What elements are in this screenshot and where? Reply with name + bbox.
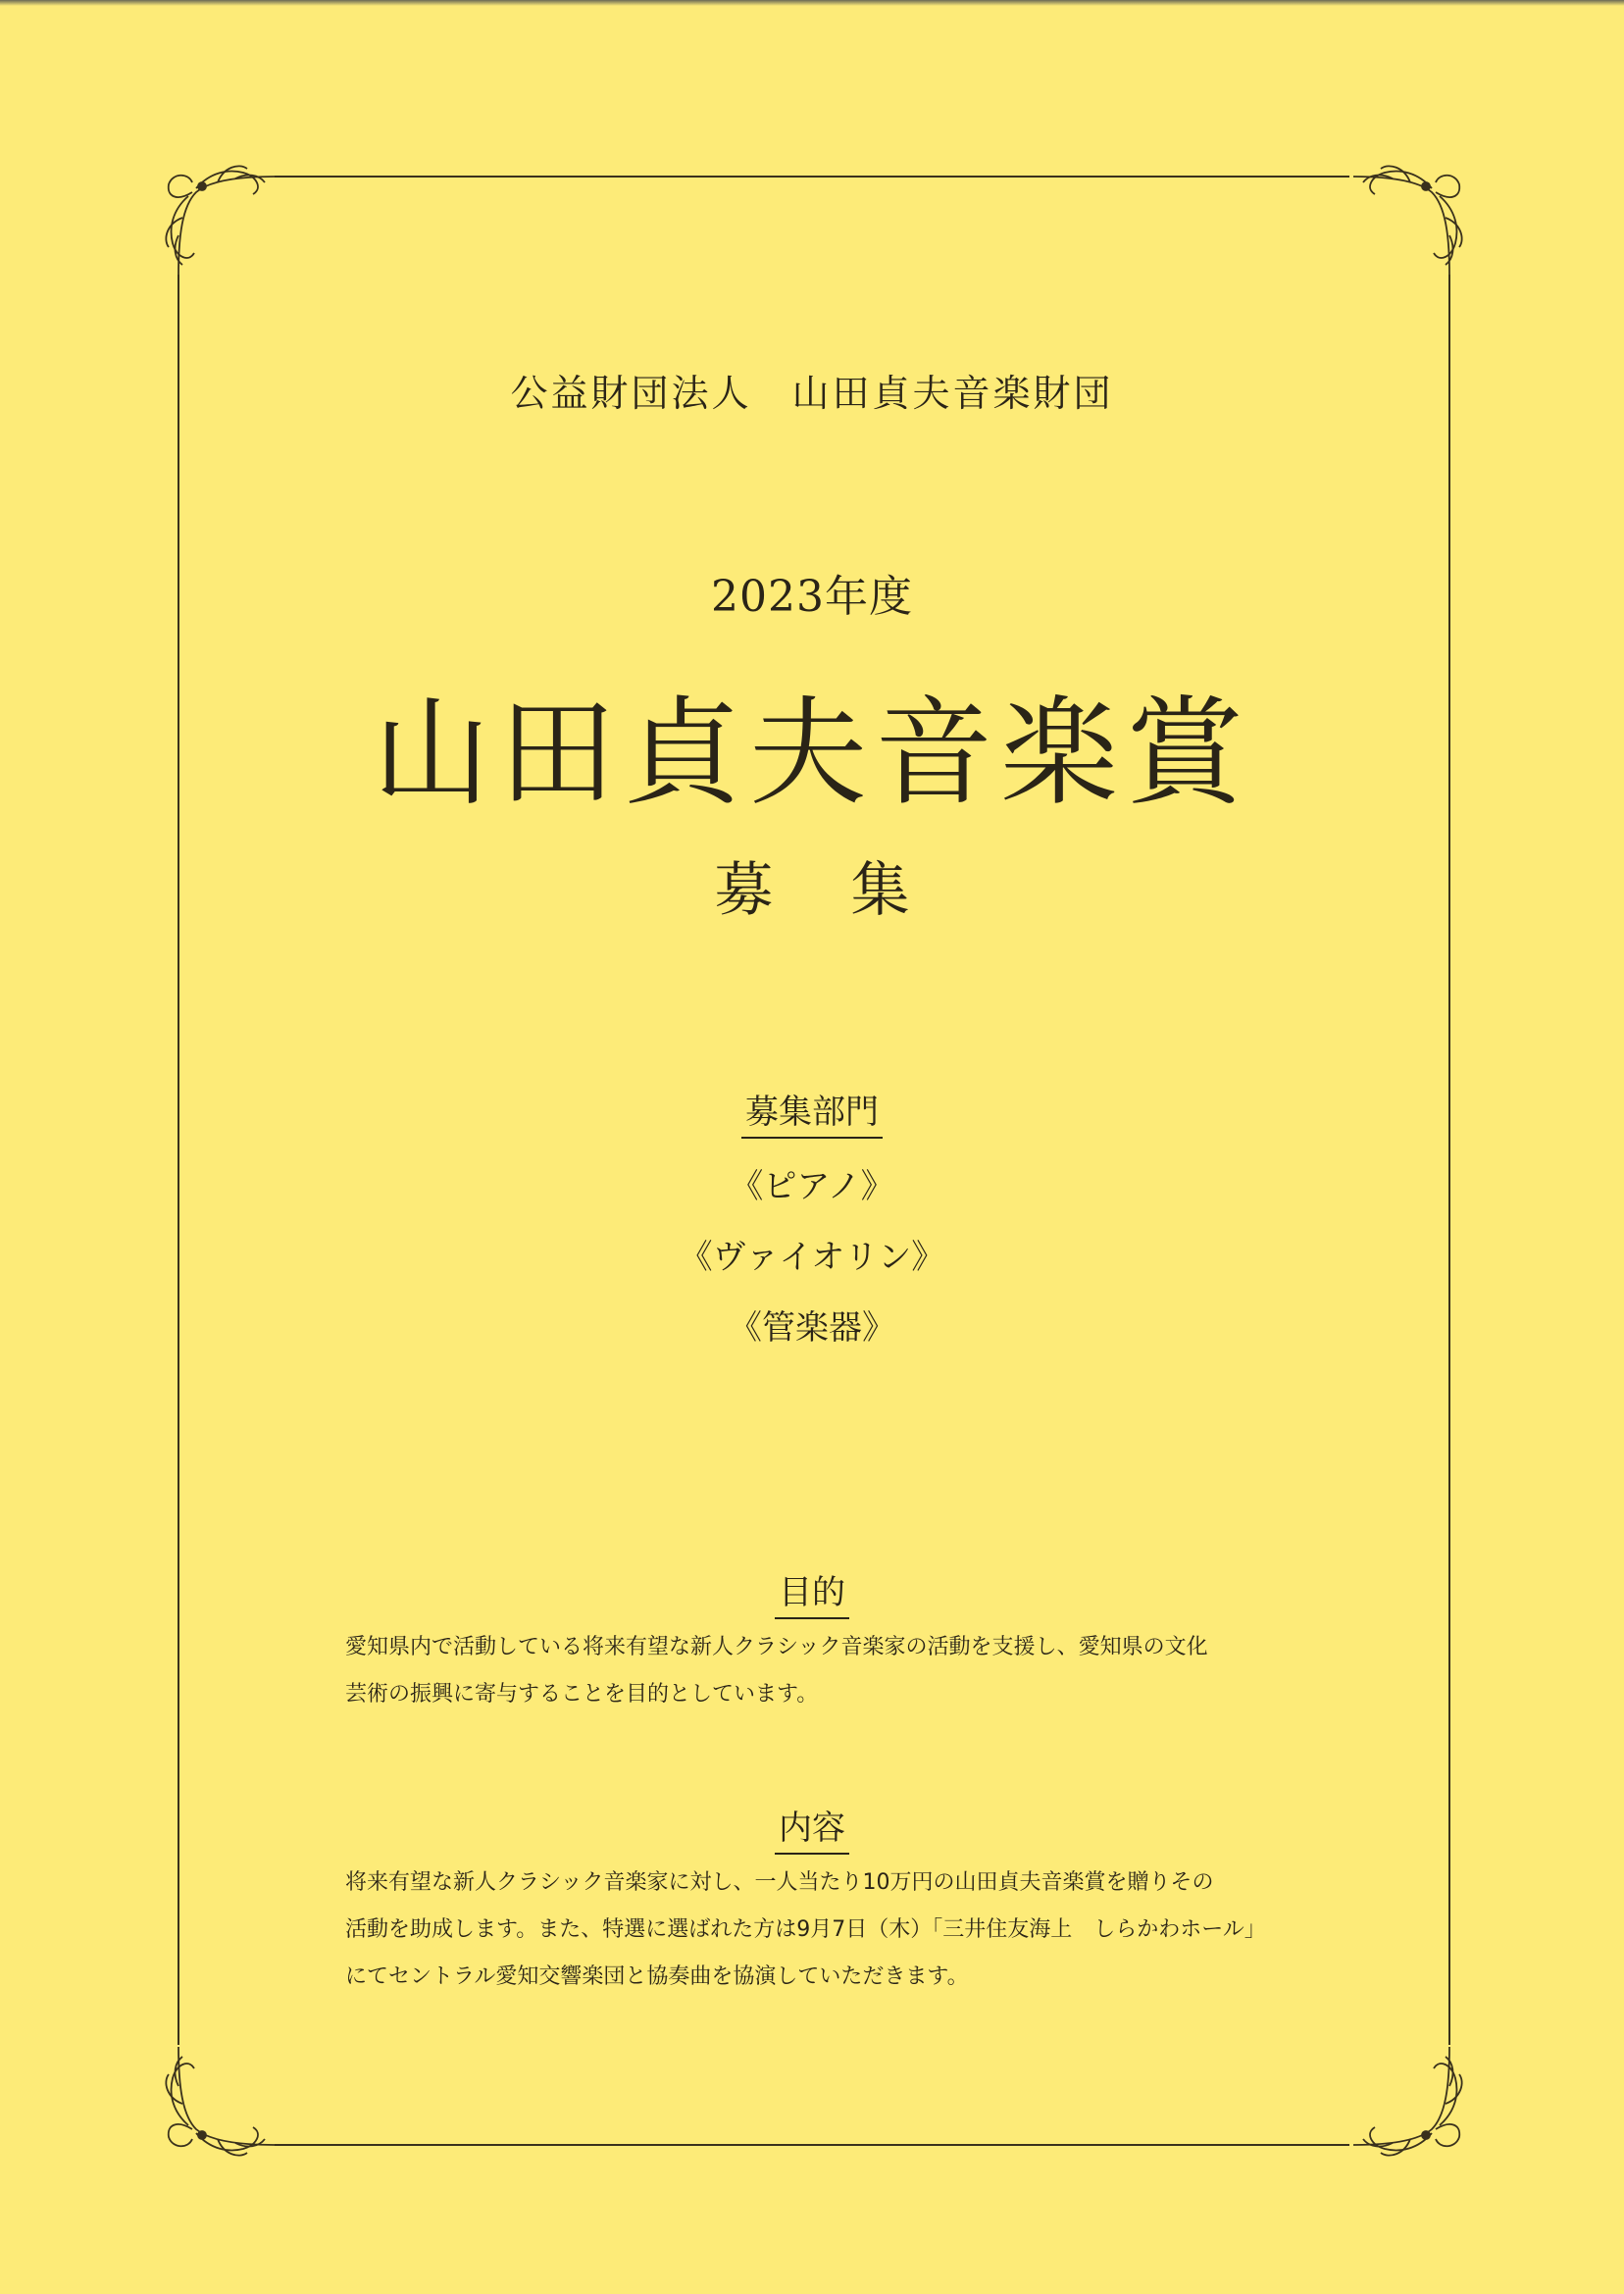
content-line: にてセントラル愛知交響楽団と協奏曲を協演していただきます。 [345,1964,969,1989]
purpose-line: 芸術の振興に寄与することを目的としています。 [345,1682,819,1707]
content-line: 活動を助成します。また、特選に選ばれた方は9月7日（木）「三井住友海上 しらかわホール」 [345,1917,1266,1942]
department-violin: 《ヴァイオリン》 [679,1238,945,1277]
corner-flourish-bottom-right-icon [1353,2047,1462,2156]
corner-flourish-bottom-left-icon [166,2047,275,2156]
foundation-name: 公益財団法人 山田貞夫音楽財団 [510,372,1114,415]
purpose-body [345,1624,1306,1718]
department-piano: 《ピアノ》 [730,1167,894,1206]
content-body [345,1860,1306,2001]
content-line: 将来有望な新人クラシック音楽家に対し、一人当たり10万円の山田貞夫音楽賞を贈りその [345,1870,1214,1895]
recruitment-subtitle: 募 集 [714,856,939,925]
purpose-line: 愛知県内で活動している将来有望な新人クラシック音楽家の活動を支援し、愛知県の文化 [345,1635,1208,1659]
corner-flourish-top-right-icon [1353,166,1462,275]
page-title: 山田貞夫音楽賞 [373,686,1251,822]
corner-flourish-top-left-icon [166,166,275,275]
departments-heading: 募集部門 [741,1085,883,1139]
department-wind-instruments: 《管楽器》 [729,1308,895,1348]
purpose-heading: 目的 [775,1565,849,1619]
departments-section [0,1085,1624,1139]
content-section [0,1801,1624,1855]
content-heading: 内容 [775,1801,849,1855]
purpose-section [0,1565,1624,1619]
award-year: 2023年度 [711,572,913,622]
